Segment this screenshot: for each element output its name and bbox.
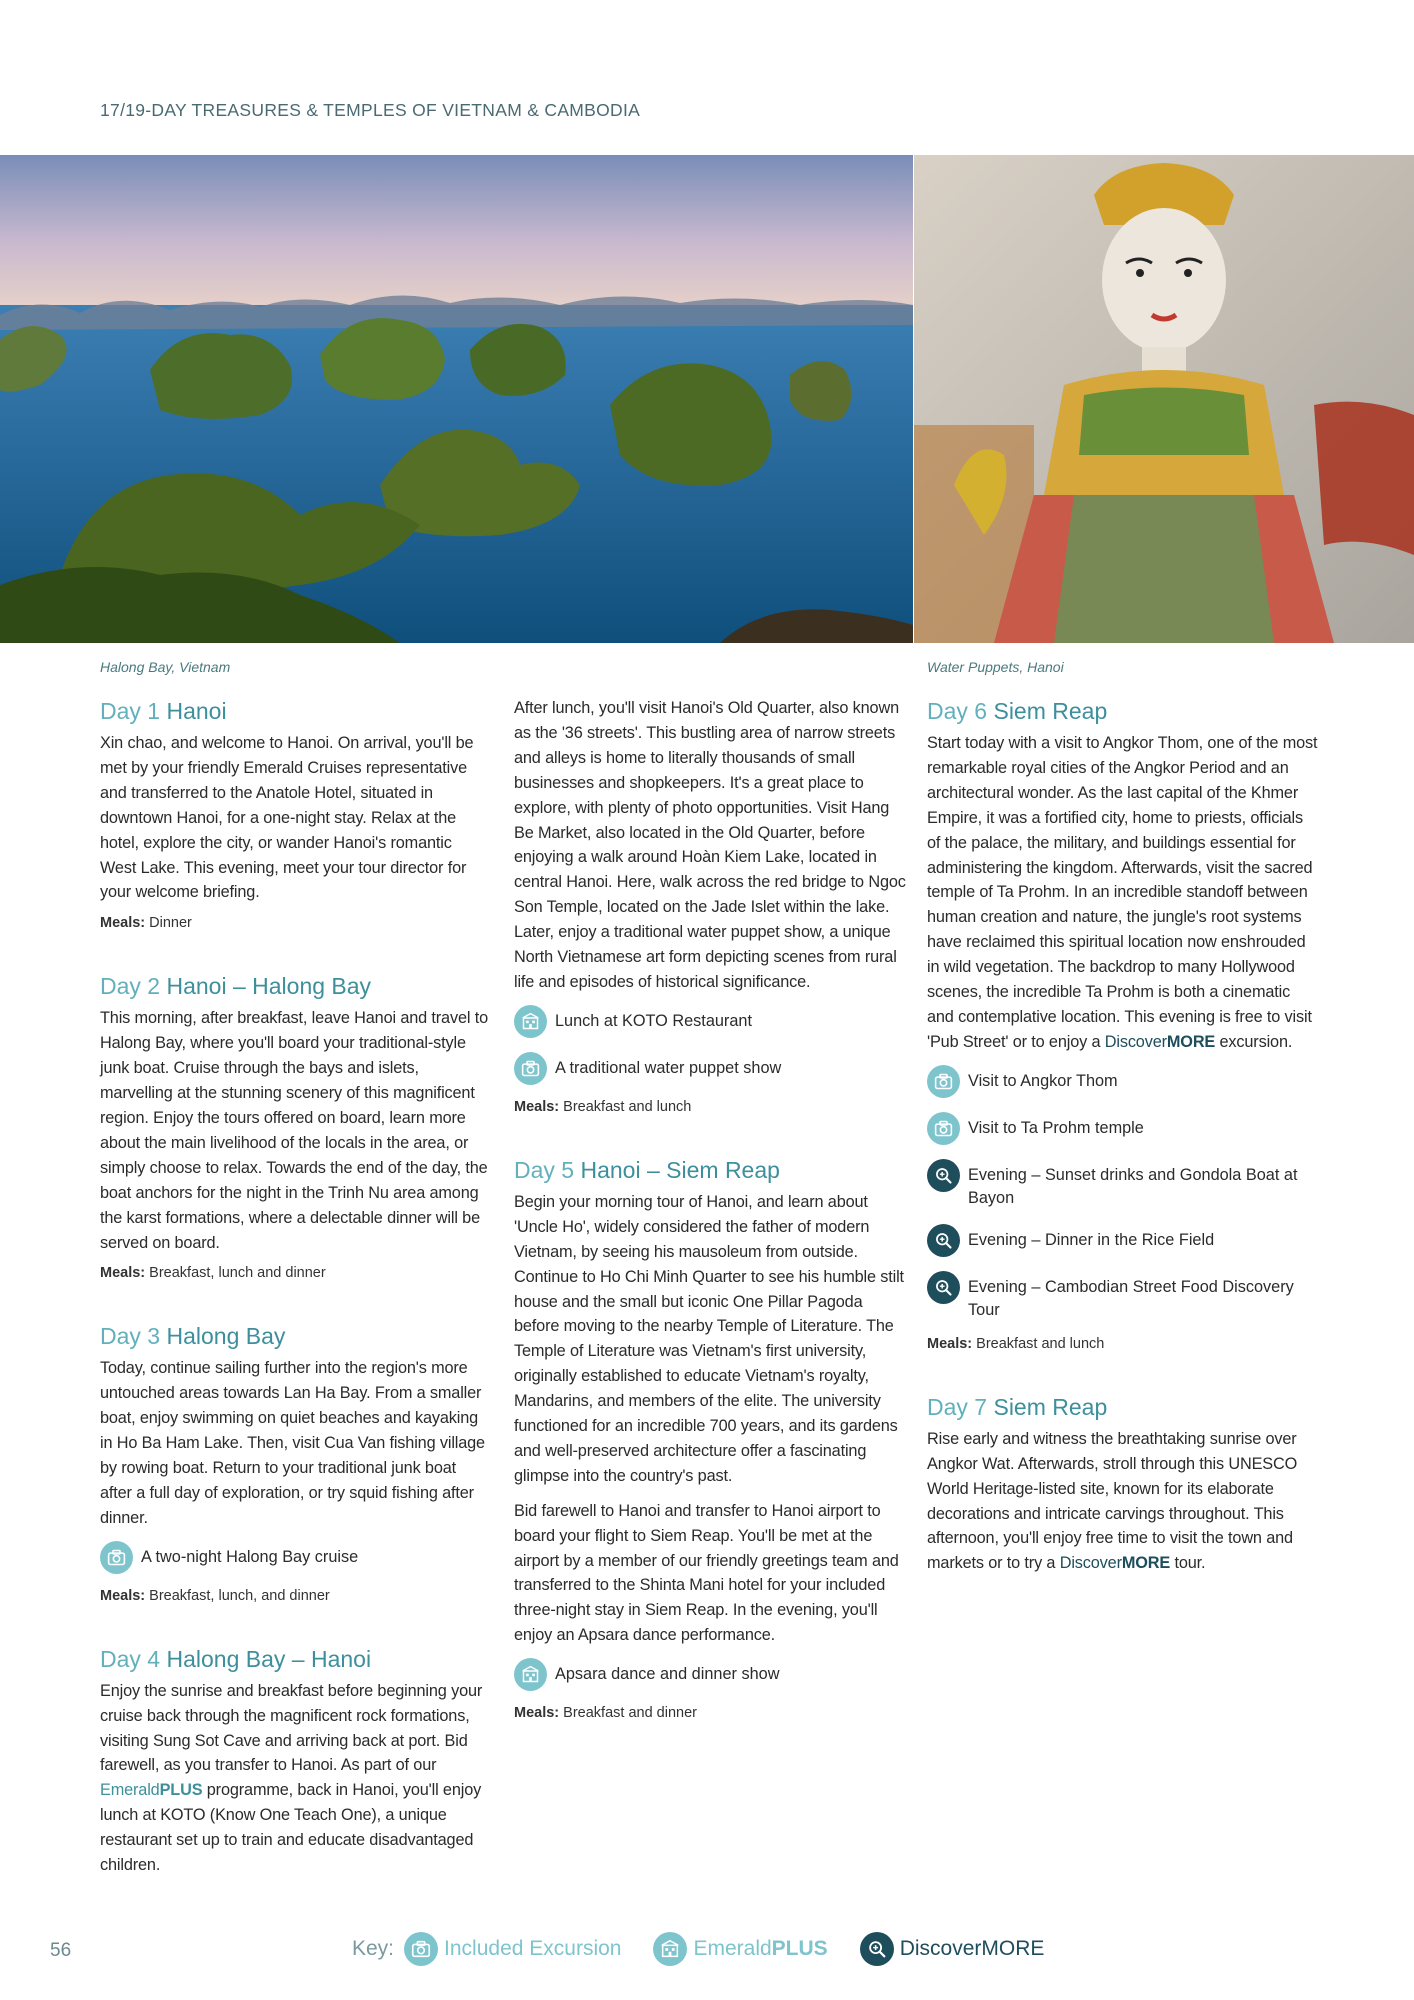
day-2-meals: Meals: Breakfast, lunch and dinner — [100, 1265, 326, 1282]
day-4-text: Enjoy the sunrise and breakfast before beginning your cruise back through the magnificent rock formations, visiting Sung Sot Cave and arriving back at port. Bid farewell, as you transfer to Hanoi. As part of our EmeraldPLUS programme, back in Hanoi, you'll enjoy lunch at KOTO (Know One Teach One), a unique restaurant set up to train and educate disadvantaged children. — [100, 1681, 483, 1875]
building-icon — [653, 1932, 687, 1966]
building-icon — [514, 1005, 547, 1038]
day-7-text: Rise early and witness the breathtaking sunrise over Angkor Wat. Afterwards, stroll through this UNESCO World Heritage-listed site, known for its elaborate decorations and intricate carvings throughout. This afternoon, you'll enjoy free time to visit the town and markets or to try a DiscoverMORE tour. — [927, 1429, 1298, 1573]
camera-icon — [514, 1052, 547, 1085]
day-2-text: This morning, after breakfast, leave Hanoi and travel to Halong Bay, where you'll board your traditional-style junk boat. Cruise through the bays and islets, marvelling at the stunning scenery of this magnificent region. Enjoy the tours offered on board, learn more about the main livelihood of the locals in the area, or simply choose to relax. Towards the end of the day, the boat anchors for the night in the Trinh Nu area among the karst formations, where a delectable dinner will be served on board. — [100, 1009, 488, 1252]
day-3-text: Today, continue sailing further into the region's more untouched areas towards Lan Ha Bay. From a smaller boat, enjoy swimming on quiet beaches and kayaking in Ho Ba Ham Lake. Then, visit Cua Van fishing village by rowing boat. Return to your traditional junk boat after a full day of exploration, or try squid fishing after dinner. — [100, 1359, 485, 1527]
camera-icon — [404, 1932, 438, 1966]
day-3-heading: Day 3 Halong Bay — [100, 1323, 286, 1350]
camera-icon — [100, 1541, 133, 1574]
magnifier-plus-icon — [860, 1932, 894, 1966]
photo-caption-puppets: Water Puppets, Hanoi — [927, 659, 1064, 675]
day-1-meals: Meals: Dinner — [100, 915, 192, 932]
discover-more-item: Evening – Sunset drinks and Gondola Boat at Bayon — [927, 1159, 1319, 1210]
discover-more-brand: DiscoverMORE — [1059, 1554, 1171, 1573]
page-number: 56 — [50, 1940, 72, 1961]
key-emerald-plus: EmeraldPLUS — [693, 1937, 828, 1960]
included-excursion-item: A two-night Halong Bay cruise — [100, 1541, 492, 1574]
magnifier-plus-icon — [927, 1159, 960, 1192]
photo-caption-halong: Halong Bay, Vietnam — [100, 659, 231, 675]
day-7-heading: Day 7 Siem Reap — [927, 1393, 1108, 1420]
icon-key: Key: Included Excursion EmeraldPLUS DiscoverMORE — [352, 1932, 1044, 1966]
day-5-heading: Day 5 Hanoi – Siem Reap — [514, 1156, 780, 1183]
included-excursion-item: Visit to Ta Prohm temple — [927, 1112, 1319, 1145]
halong-bay-photo — [0, 155, 913, 643]
day-1-heading: Day 1 Hanoi — [100, 698, 227, 724]
day-2-heading: Day 2 Hanoi – Halong Bay — [100, 973, 372, 1000]
key-included-excursion: Included Excursion — [444, 1937, 622, 1960]
discover-more-item: Evening – Cambodian Street Food Discovery Tour — [927, 1271, 1319, 1322]
day-4-heading: Day 4 Halong Bay – Hanoi — [100, 1645, 372, 1672]
column-1 — [100, 696, 492, 1888]
camera-icon — [927, 1065, 960, 1098]
key-discover-more: DiscoverMORE — [899, 1937, 1045, 1960]
emerald-plus-brand: EmeraldPLUS — [100, 1781, 203, 1800]
included-excursion-item: A traditional water puppet show — [514, 1052, 906, 1085]
discover-more-brand: DiscoverMORE — [1104, 1032, 1216, 1051]
day-5-text-2: Bid farewell to Hanoi and transfer to Hanoi airport to board your flight to Siem Reap. You'll be met at the airport by a member of our friendly greetings team and transferred to the Shinta Mani hotel for your included three-night stay in Siem Reap. In the evening, you'll enjoy an Apsara dance performance. — [514, 1501, 899, 1645]
column-3 — [927, 696, 1319, 1586]
day-3-meals: Meals: Breakfast, lunch, and dinner — [100, 1587, 330, 1604]
day-1-text: Xin chao, and welcome to Hanoi. On arrival, you'll be met by your friendly Emerald Cruises representative and transferred to the Anatole Hotel, situated in downtown Hanoi, for a one-night stay. Relax at the hotel, explore the city, or wander Hanoi's romantic West Lake. This evening, meet your tour director for your welcome briefing. — [100, 734, 474, 902]
day-6-meals: Meals: Breakfast and lunch — [927, 1335, 1105, 1352]
discover-more-item: Evening – Dinner in the Rice Field — [927, 1224, 1319, 1257]
day-6-heading: Day 6 Siem Reap — [927, 698, 1108, 724]
included-excursion-item: Visit to Angkor Thom — [927, 1065, 1319, 1098]
page-footer — [0, 1932, 1414, 1972]
day-5-text: Begin your morning tour of Hanoi, and learn about 'Uncle Ho', widely considered the father of modern Vietnam, by seeing his mausoleum from outside. Continue to Ho Chi Minh Quarter to see his humble stilt house and the small but iconic One Pillar Pagoda before moving to the nearby Temple of Literature. The Temple of Literature was Vietnam's first university, originally established to educate Vietnam's royalty, Mandarins, and members of the elite. The university functioned for an incredible 700 years, and its gardens and well-preserved architecture offer a fascinating glimpse into the country's past. — [514, 1192, 904, 1485]
day-6-text: Start today with a visit to Angkor Thom, one of the most remarkable royal cities of the Angkor Period and an architectural wonder. As the last capital of the Khmer Empire, it was a fortified city, home to priests, officials of the palace, the military, and buildings essential for administering the kingdom. Afterwards, visit the sacred temple of Ta Prohm. In an incredible standoff between human creation and nature, the jungle's root systems have reclaimed this spiritual location now enshrouded in wild vegetation. The backdrop to many Hollywood scenes, the incredible Ta Prohm is both a cinematic and contemplative location. This evening is free to visit 'Pub Street' or to enjoy a DiscoverMORE excursion. — [927, 734, 1318, 1051]
emerald-plus-item: Apsara dance and dinner show — [514, 1658, 906, 1691]
day-4-meals: Meals: Breakfast and lunch — [514, 1098, 692, 1115]
building-icon — [514, 1658, 547, 1691]
day-4-text-continued: After lunch, you'll visit Hanoi's Old Quarter, also known as the '36 streets'. This bustling area of narrow streets and alleys is home to literally thousands of small businesses and shopkeepers. It's a great place to explore, with plenty of photo opportunities. Visit Hang Be Market, also located in the Old Quarter, before enjoying a walk around Hoàn Kiem Lake, located in central Hanoi. Here, walk across the red bridge to Ngoc Son Temple, located on the Jade Islet within the lake. Later, enjoy a traditional water puppet show, a unique North Vietnamese art form depicting scenes from rural life and episodes of historical significance. — [514, 699, 906, 991]
water-puppet-photo — [914, 155, 1414, 643]
day-5-meals: Meals: Breakfast and dinner — [514, 1705, 697, 1722]
magnifier-plus-icon — [927, 1271, 960, 1304]
emerald-plus-item: Lunch at KOTO Restaurant — [514, 1005, 906, 1038]
magnifier-plus-icon — [927, 1224, 960, 1257]
page-header-title: 17/19-DAY TREASURES & TEMPLES OF VIETNAM & CAMBODIA — [100, 100, 641, 120]
column-2 — [514, 696, 906, 1761]
camera-icon — [927, 1112, 960, 1145]
